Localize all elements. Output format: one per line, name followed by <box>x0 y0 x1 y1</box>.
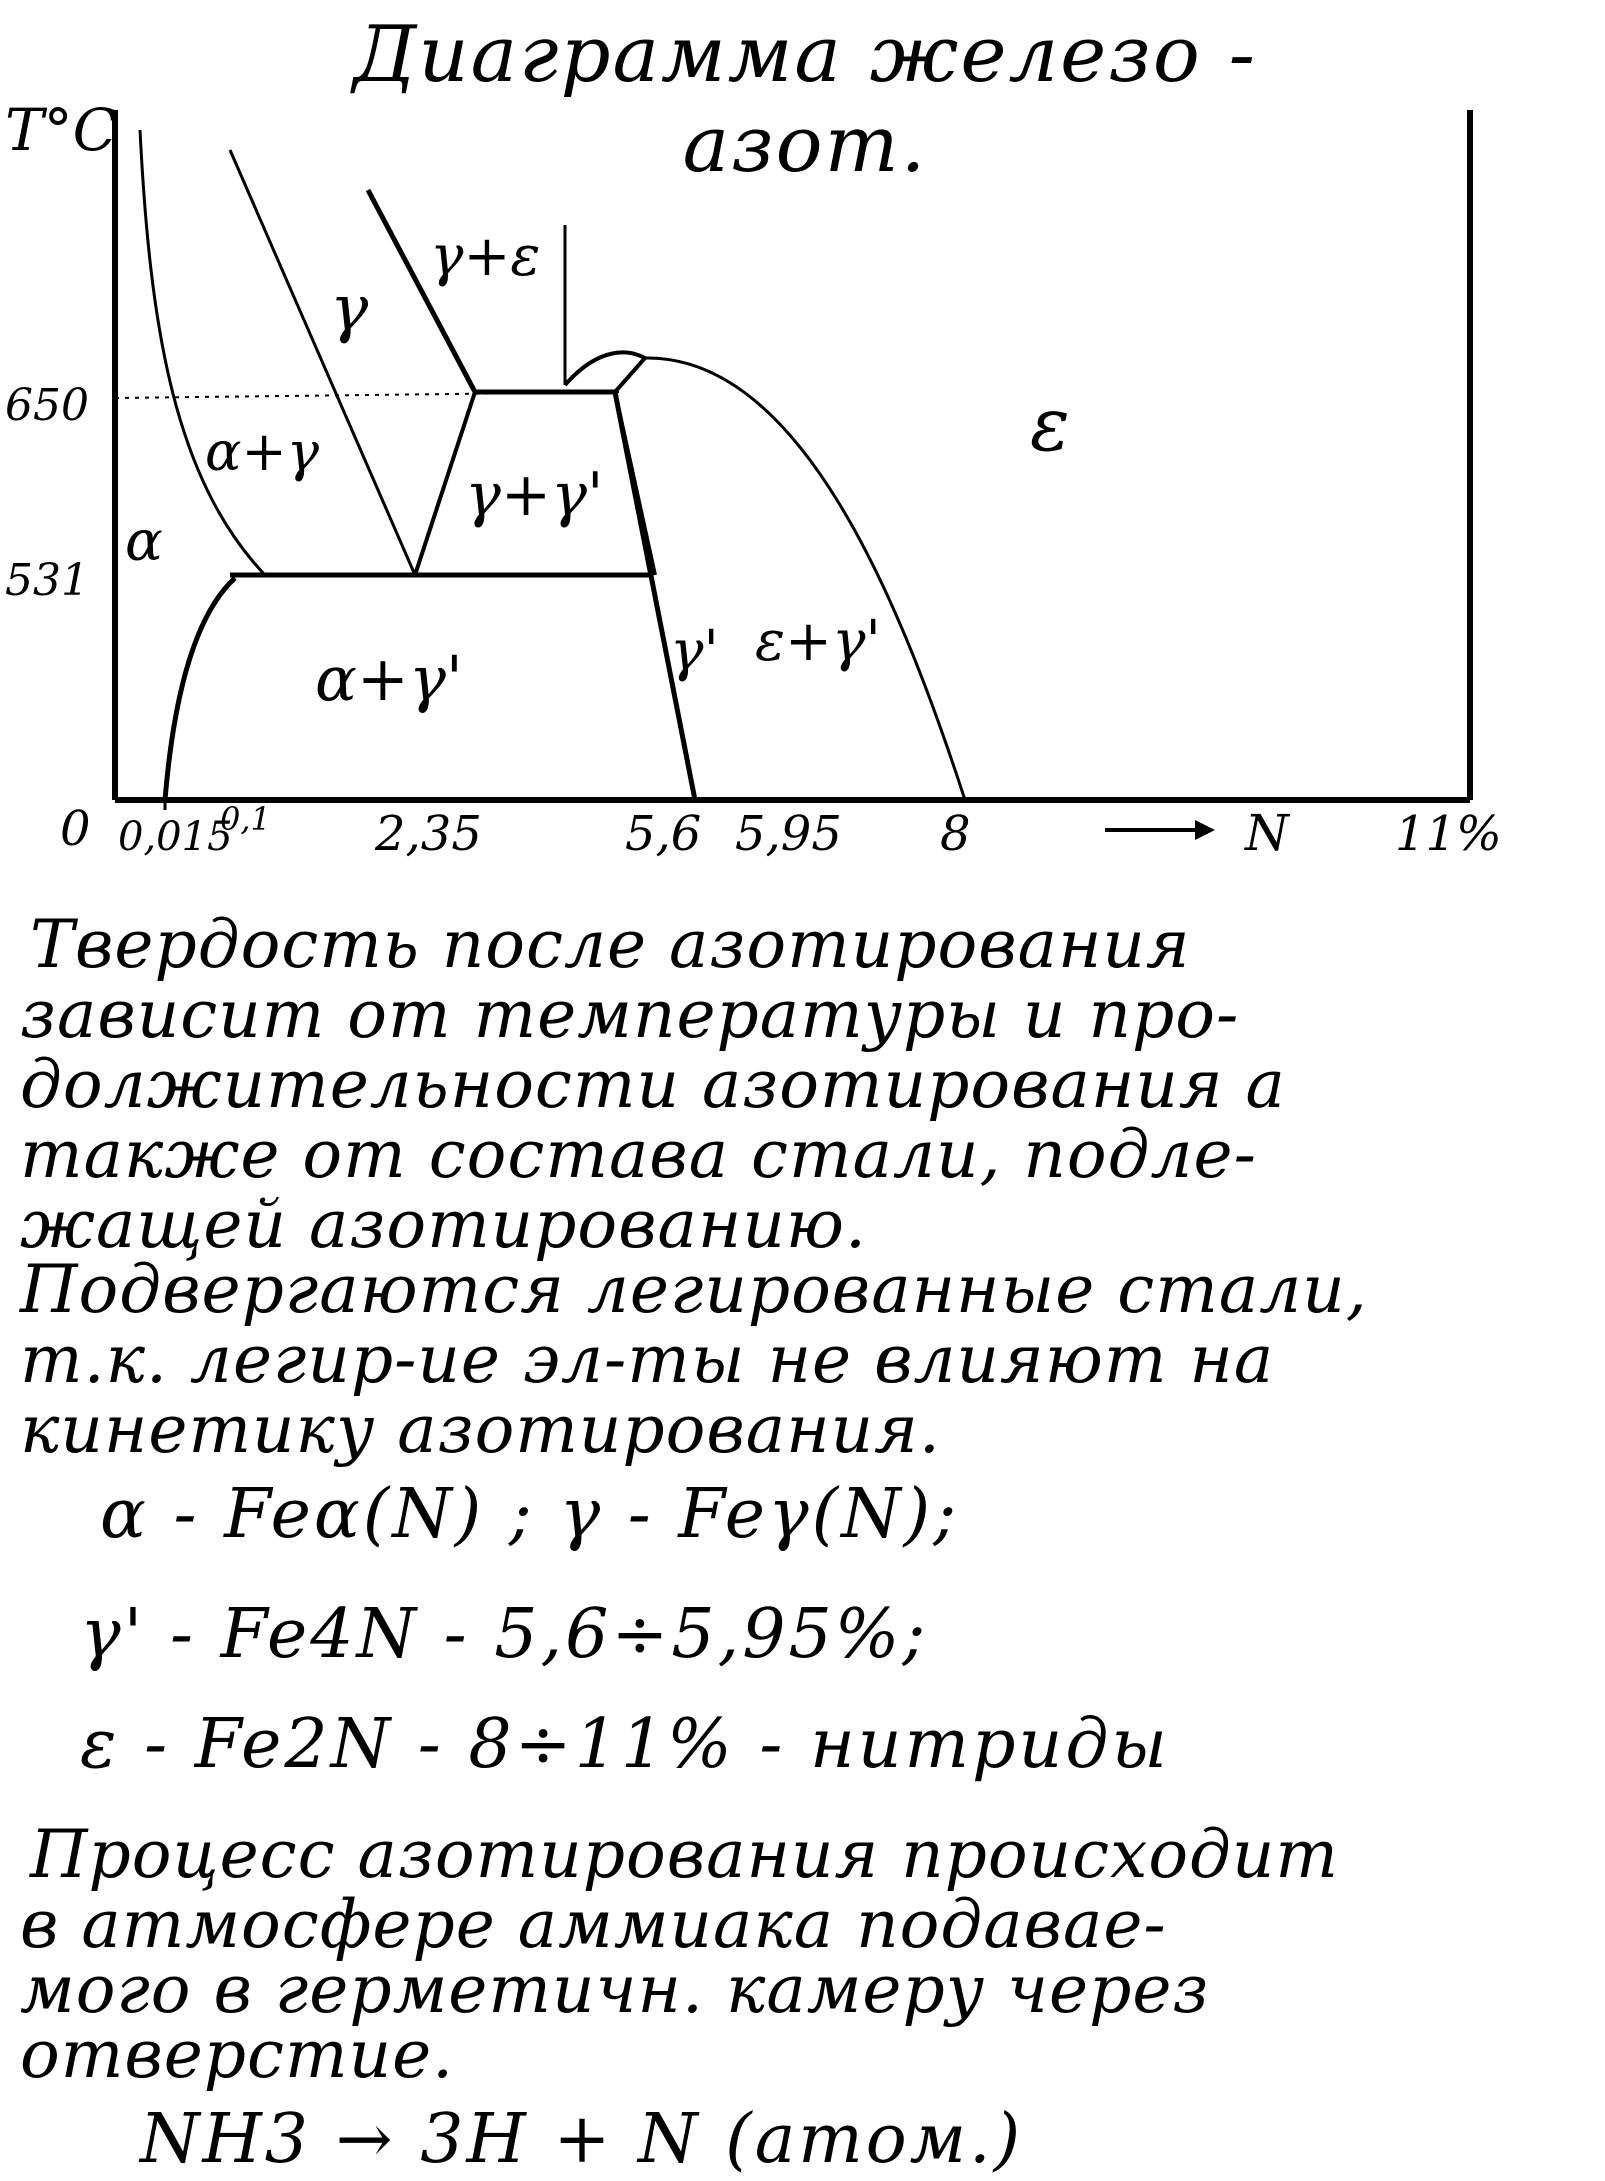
page-title: Диаграмма железо - азот. <box>353 10 1257 190</box>
y-tick-0: 0 <box>60 801 91 857</box>
paragraph1-line: также от состава стали, подле- <box>20 1116 1257 1193</box>
paragraph2-line: отверстие. <box>20 2016 455 2093</box>
x-tick-5-6: 5,6 <box>625 806 702 862</box>
iron-nitrogen-phase-diagram <box>0 0 1605 900</box>
paragraph1-line: должительности азотирования а <box>20 1046 1286 1123</box>
x-tick-0-1: 0,1 <box>220 800 271 838</box>
y-axis-label: T°C <box>5 96 118 164</box>
x-tick-11: 11% <box>1395 806 1502 862</box>
region-epsilon: ε <box>1030 382 1070 468</box>
gamma-prime-solvus <box>615 392 695 800</box>
region-gamma-gamma-prime: γ+γ' <box>465 460 604 530</box>
x-tick-8: 8 <box>940 806 971 862</box>
region-epsilon-gamma-prime: ε+γ' <box>755 609 881 674</box>
formula-epsilon: ε - Fe2N - 8÷11% - нитриды <box>80 1705 1170 1784</box>
formula-gamma-prime: γ' - Fe4N - 5,6÷5,95%; <box>80 1595 929 1674</box>
paragraph1-line: Твердость после азотирования <box>30 906 1191 983</box>
paragraph2-line: мого в герметичн. камеру через <box>20 1951 1210 2028</box>
gamma-epsilon-boundary <box>368 190 475 392</box>
paragraph1-line: зависит от температуры и про- <box>20 976 1240 1053</box>
epsilon-solvus-curve <box>645 358 965 800</box>
paragraph2-line: Процесс азотирования происходит <box>30 1816 1339 1893</box>
x-axis-label: N <box>1245 804 1289 862</box>
reaction-formula: NH3 → 3H + N (атом.) <box>140 2100 1024 2179</box>
paragraph1-line: кинетику азотирования. <box>20 1391 941 1468</box>
region-alpha-gamma-prime: α+γ' <box>315 642 463 715</box>
paragraph2-line: в атмосфере аммиака подавае- <box>20 1886 1167 1963</box>
x-axis-arrow-icon <box>1105 820 1215 840</box>
region-alpha-gamma: α+γ <box>205 420 319 483</box>
paragraph1-line: Подвергаются легированные стали, <box>20 1251 1368 1328</box>
epsilon-dome <box>565 352 645 392</box>
formula-alpha-gamma: α - Feα(N) ; γ - Feγ(N); <box>100 1475 960 1554</box>
x-tick-2-35: 2,35 <box>375 806 482 862</box>
paragraph1-line: жащей азотированию. <box>20 1186 867 1263</box>
region-alpha: α <box>125 509 163 574</box>
gamma-left-boundary <box>230 150 415 575</box>
x-tick-0-015: 0,015 <box>118 814 233 860</box>
alpha-low-curve <box>165 578 235 800</box>
y-tick-531: 531 <box>5 555 89 606</box>
region-gamma-epsilon: γ+ε <box>430 224 541 289</box>
y-tick-650: 650 <box>5 380 89 431</box>
paragraph1-line: т.к. легир-ие эл-ты не влияют на <box>20 1321 1275 1398</box>
region-gamma-prime: γ' <box>670 619 719 684</box>
x-tick-5-95: 5,95 <box>735 806 842 862</box>
region-gamma: γ <box>330 272 369 346</box>
